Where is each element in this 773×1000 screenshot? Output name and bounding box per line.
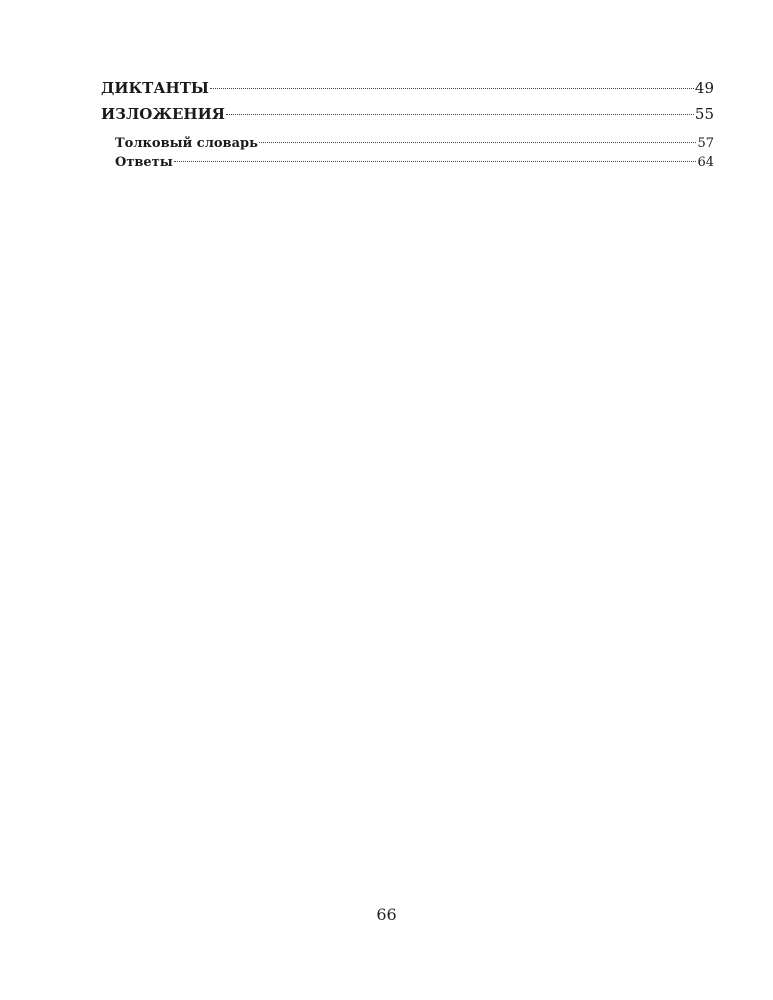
toc-entry-page: 64 (697, 155, 714, 170)
toc-entry-answers (101, 153, 714, 172)
toc-entry-title: Ответы (115, 155, 173, 170)
toc-entry-title: ДИКТАНТЫ (101, 79, 209, 97)
table-of-contents (101, 76, 714, 172)
toc-entry-presentations (101, 102, 714, 126)
dot-leader (210, 88, 694, 89)
toc-entry-title: ИЗЛОЖЕНИЯ (101, 105, 226, 123)
toc-entry-page: 57 (697, 136, 714, 151)
toc-entry-dictionary (101, 134, 714, 153)
toc-entry-page: 55 (694, 105, 714, 123)
page-number: 66 (376, 905, 397, 924)
toc-entry-title: Толковый словарь (115, 136, 258, 151)
toc-entry-dictations (101, 76, 714, 100)
dot-leader (226, 114, 694, 115)
dot-leader (174, 161, 697, 162)
dot-leader (259, 142, 697, 143)
toc-entry-page: 49 (694, 79, 714, 97)
